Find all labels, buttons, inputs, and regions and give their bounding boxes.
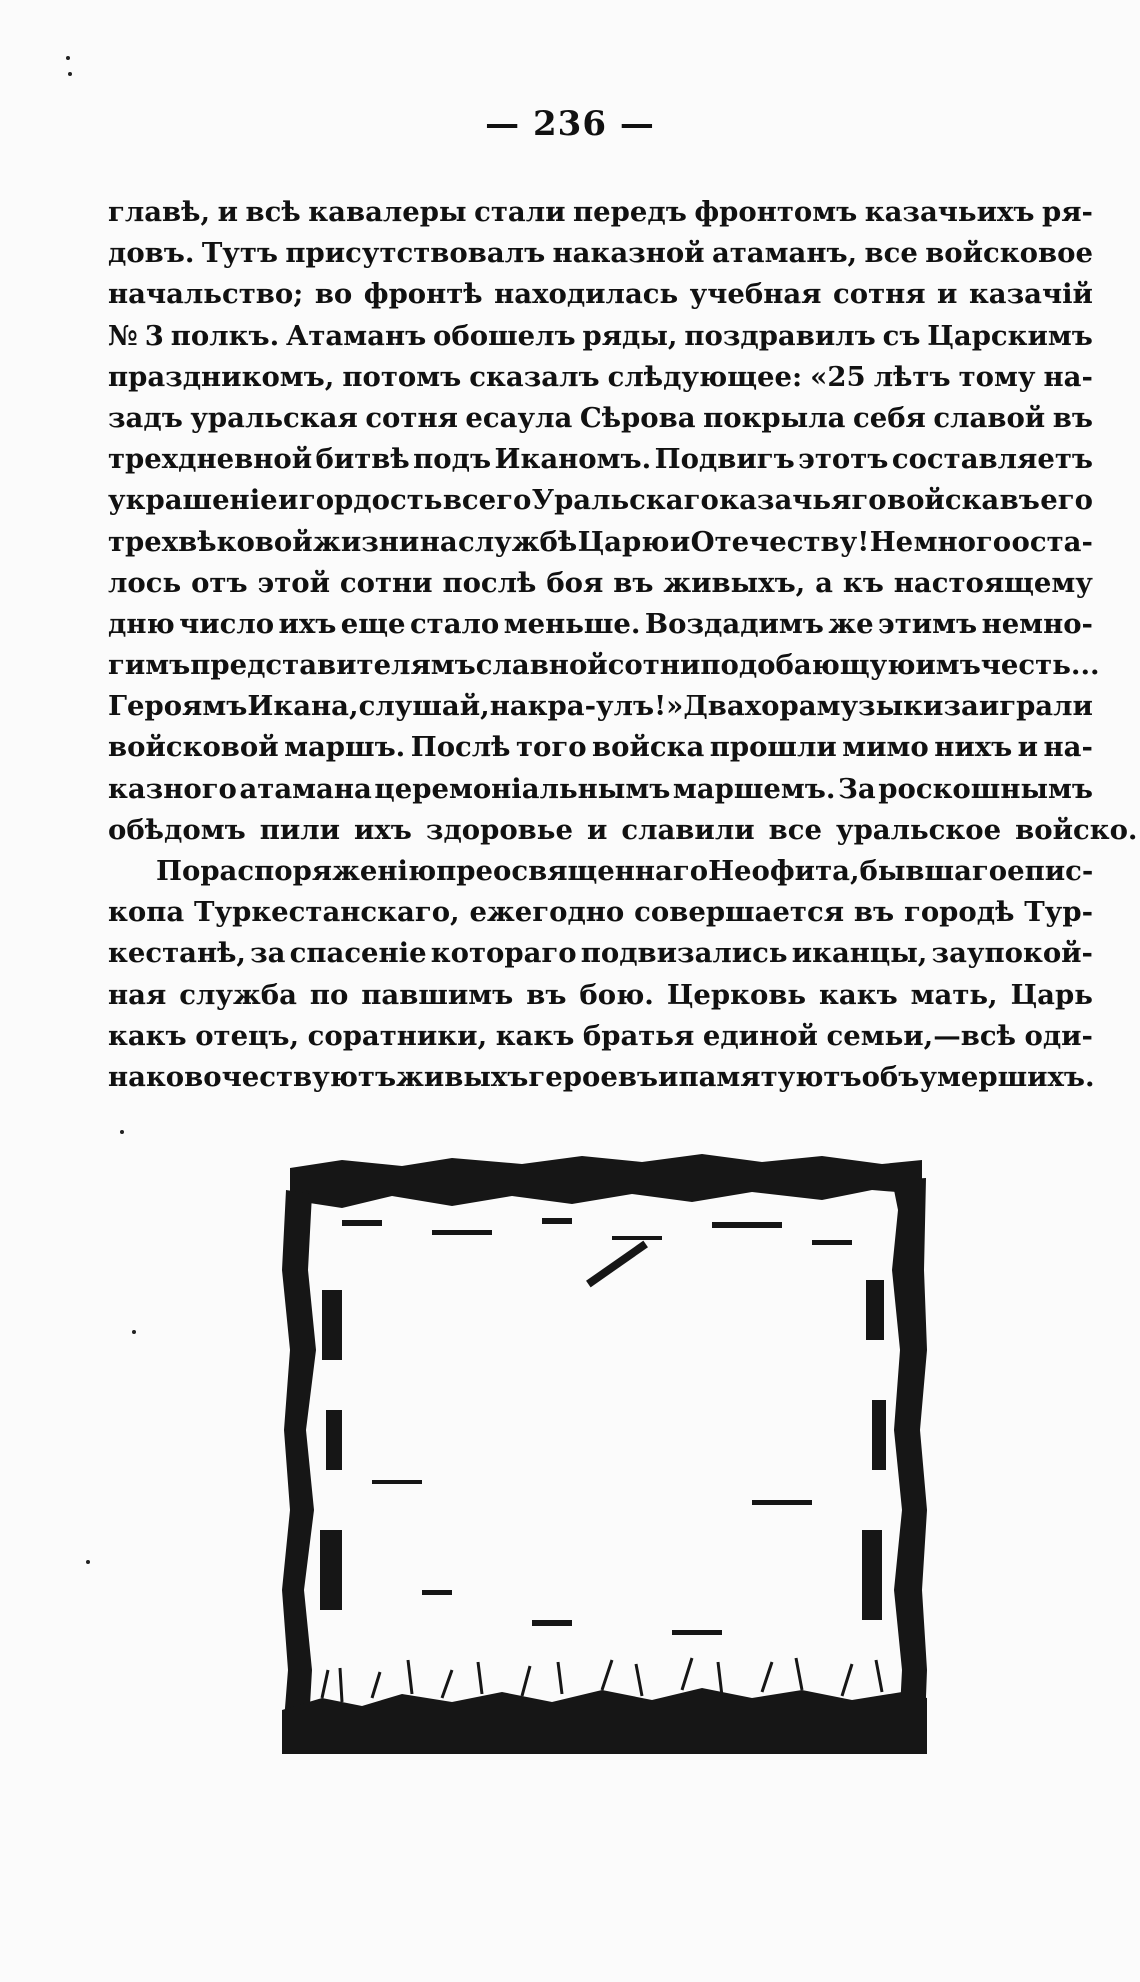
print-speck <box>132 1330 136 1334</box>
text-line: дню число ихъ еще стало меньше. Воздадимъ же этимъ немно- <box>108 607 1093 640</box>
text-line: Героямъ Икана, слушай, на кра-улъ!» Два хора музыки заиграли <box>108 690 1093 723</box>
text-line: задъ уральская сотня есаула Сѣрова покрыла себя славой въ <box>108 401 1093 434</box>
text-line: казного атамана церемоніальнымъ маршемъ. За роскошнымъ <box>108 772 1093 805</box>
paragraph-1 <box>108 192 1138 851</box>
text-line: обѣдомъ пили ихъ здоровье и славили все уральское войско. <box>108 813 1138 846</box>
text-line: главѣ, и всѣ кавалеры стали передъ фронтомъ казачьихъ ря- <box>108 196 1093 228</box>
engraving-illustration <box>282 1150 927 1754</box>
print-speck <box>86 1560 90 1564</box>
print-speck <box>68 72 72 76</box>
text-line: кестанѣ, за спасеніе котораго подвизались иканцы, заупокой- <box>108 937 1093 970</box>
print-speck <box>120 1130 124 1134</box>
text-line: украшеніе и гордость всего Уральскаго казачьяго войска въ его <box>108 484 1093 517</box>
text-line: ная служба по павшимъ въ бою. Церковь какъ мать, Царь <box>108 978 1093 1011</box>
text-line: довъ. Тутъ присутствовалъ наказной атаманъ, все войсковое <box>108 237 1093 270</box>
page-number: — 236 — <box>485 104 655 144</box>
text-line: По распоряженію преосвященнаго Неофита, бывшаго епис- <box>156 855 1094 887</box>
text-line: начальство; во фронтѣ находилась учебная сотня и казачій <box>108 278 1093 311</box>
text-line: наково чествуютъ живыхъ героевъ и памятуютъ объ умершихъ. <box>108 1060 1095 1093</box>
print-speck <box>66 56 70 60</box>
engraving-texture <box>320 1218 886 1635</box>
text-line: гимъ представителямъ славной сотни подобающую имъ честь... <box>108 649 1100 682</box>
text-line: какъ отецъ, соратники, какъ братья единой семьи,—всѣ оди- <box>108 1019 1093 1052</box>
text-line: копа Туркестанскаго, ежегодно совершается въ городѣ Тур- <box>108 896 1093 929</box>
text-line: трехдневной битвѣ подъ Иканомъ. Подвигъ этотъ составляетъ <box>108 443 1093 476</box>
text-line: лось отъ этой сотни послѣ боя въ живыхъ, а къ настоящему <box>108 566 1093 599</box>
text-line: № 3 полкъ. Атаманъ обошелъ ряды, поздравилъ съ Царскимъ <box>108 319 1093 352</box>
text-line: войсковой маршъ. Послѣ того войска прошли мимо нихъ и на- <box>108 731 1093 764</box>
body-text <box>108 192 1138 1098</box>
text-line: трехвѣковой жизни на службѣ Царю и Отечеству! Не много оста- <box>108 525 1093 558</box>
paragraph-2 <box>108 851 1093 1098</box>
text-line: праздникомъ, потомъ сказалъ слѣдующее: «25 лѣтъ тому на- <box>108 360 1093 393</box>
